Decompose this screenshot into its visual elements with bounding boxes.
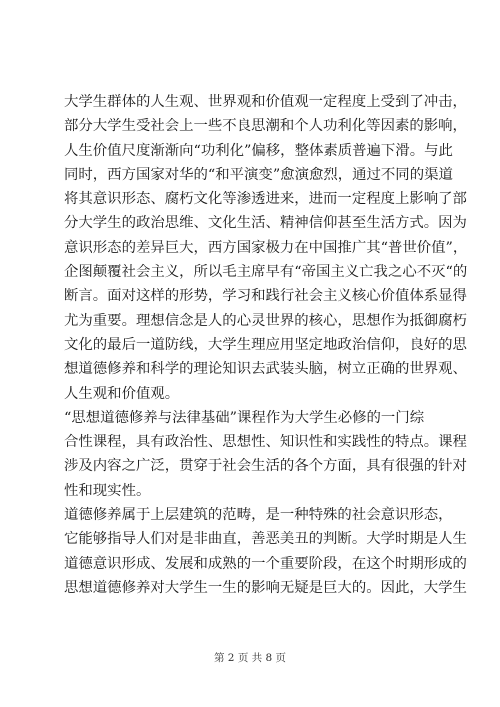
text-line: 分大学生的政治思维、文化生活、精神信仰甚至生活方式。因为 xyxy=(64,215,467,232)
text-line: 道德修养属于上层建筑的范畴，是一种特殊的社会意识形态， xyxy=(64,507,453,524)
text-line: 文化的最后一道防线，大学生理应用坚定地政治信仰，良好的思 xyxy=(64,336,467,353)
text-line: 性和现实性。 xyxy=(64,482,151,499)
text-line: 意识形态的差异巨大，西方国家极力在中国推广其“普世价值”， xyxy=(64,239,468,256)
text-line: 人生价值尺度渐渐向“功利化”偏移，整体素质普遍下滑。与此 xyxy=(64,142,453,159)
text-line: 企图颠覆社会主义，所以毛主席早有“帝国主义亡我之心不灭“的 xyxy=(64,264,468,281)
text-line: 道德意识形成、发展和成熟的一个重要阶段，在这个时期形成的 xyxy=(64,555,467,572)
text-line: 将其意识形态、腐朽文化等渗透进来，进而一定程度上影响了部 xyxy=(64,191,467,208)
text-line: 人生观和价值观。 xyxy=(64,385,180,402)
text-line: 大学生群体的人生观、世界观和价值观一定程度上受到了冲击， xyxy=(64,94,467,110)
text-line: 它能够指导人们对是非曲直，善恶美丑的判断。大学时期是人生 xyxy=(64,531,467,548)
page-number-footer: 第 2 页 共 8 页 xyxy=(213,652,287,664)
text-line: 尤为重要。理想信念是人的心灵世界的核心，思想作为抵御腐朽 xyxy=(64,312,467,329)
text-line: 涉及内容之广泛，贯穿于社会生活的各个方面，具有很强的针对 xyxy=(64,458,467,475)
text-line: 同时，西方国家对华的“和平演变”愈演愈烈，通过不同的渠道 xyxy=(64,166,453,183)
text-line: 合性课程，具有政治性、思想性、知识性和实践性的特点。课程 xyxy=(64,434,467,451)
text-line: “思想道德修养与法律基础”课程作为大学生必修的一门综 xyxy=(64,409,425,426)
text-line: 部分大学生受社会上一些不良思潮和个人功利化等因素的影响， xyxy=(64,118,467,135)
text-line: 想道德修养和科学的理论知识去武装头脑，树立正确的世界观、 xyxy=(64,361,467,378)
text-line: 思想道德修养对大学生一生的影响无疑是巨大的。因此，大学生 xyxy=(64,579,467,596)
body-text xyxy=(64,90,468,600)
text-line: 断言。面对这样的形势，学习和践行社会主义核心价值体系显得 xyxy=(64,288,467,305)
